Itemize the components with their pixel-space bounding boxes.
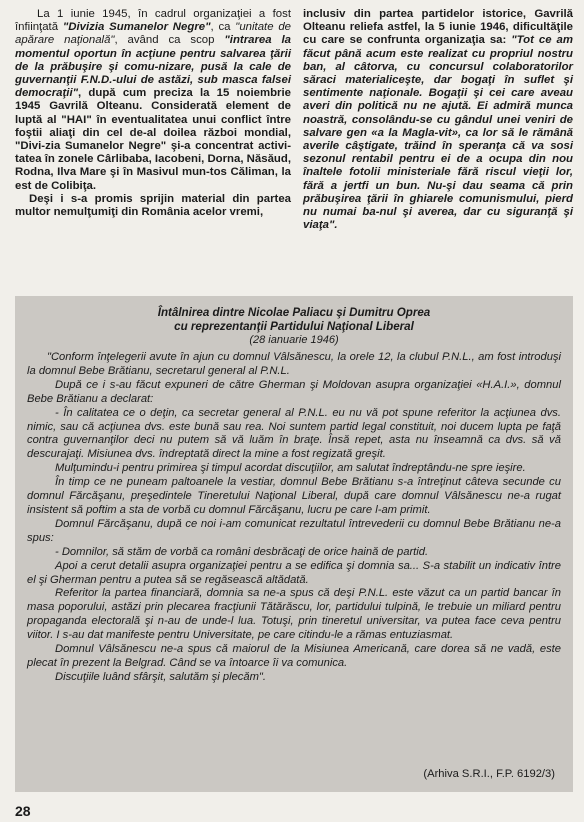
box-title-line-2: cu reprezentanţii Partidului Naţional Liberal	[174, 320, 414, 333]
box-paragraph-7: - Domnilor, să stăm de vorbă ca români desbrăcaţi de orice haină de partid.	[55, 545, 429, 558]
box-title-line-1: Întâlnirea dintre Nicolae Paliacu şi Dumitru Oprea	[157, 306, 431, 319]
box-paragraph-11: Discuţiile luând sfârşit, salutăm şi plecăm".	[55, 670, 267, 683]
archive-document-box	[15, 296, 573, 792]
quote-national-defense: "unitate de apărare naţională"	[15, 21, 292, 47]
page-number: 28	[15, 803, 31, 819]
text-run: inclusiv din partea partidelor istorice, Gavrilă Olteanu reliefa astfel, la 5 iunie 1946, dificultăţile cu care se confrunta organizaţia sa:	[303, 8, 573, 47]
left-column	[15, 8, 291, 219]
text-run: , având ca scop	[114, 34, 225, 47]
text-run: , ca	[210, 21, 236, 34]
box-paragraph-1: "Conform înţelegerii avute în ajun cu domnul Vâlsănescu, la orele 12, la clubul P.N.L., am fost introduşi la domnul Bebe Brătianu, secretarul general al P.N.L.	[27, 351, 561, 377]
right-paragraph-1	[303, 8, 573, 232]
quote-olteanu: "Tot ce am făcut până acum este realizat cu propriul nostru ban, al câtorva, cu concursul colaboratorilor săraci materialiceşte, dar bogaţi în suflet şi sentimente naţionale. Bogaţii şi cei care aveau averi din politică nu ne ajută. Ei admiră munca noastră, consolându-se cu gândul unei veniri de salvare gen «a la Magla-vit», ca lor să le rămână averile câştigate, trăind în speranţa că va sosi sezonul rentabil pentru ei de a ocupa din nou înaltele fotolii ministeriale fără riscul vieţii lor, fără a jertfi un bun. Nu-şi dau seama că prin prăbuşirea ţării în ghiarele comunismului, pierd nu numai ba-nul şi averea, dar cu siguranţă şi viaţa".	[303, 34, 573, 232]
division-name: "Divizia Sumanelor Negre"	[62, 21, 211, 34]
quote-purpose: "intrarea la momentul oportun în acţiune pentru salvarea ţării de la prăbuşire şi comu-nizare, pusă la cale de guvernanţii F.N.D.-ului de astăzi, sub masca falsei democraţii"	[15, 34, 291, 100]
box-paragraph-9: Referitor la partea financiară, domnia sa ne-a spus că deşi P.N.L. este văzut ca un partid bancar în masa poporului, astăzi prin plecarea fracţiunii Tătărăscu, lor, partidului tulpină, le trebuie un miliard pentru propaganda electorală şi n-au de unde-l lua. Totuşi, prin tineretul universitar, va putea face ceva pentru viitor. I s-au dat manifeste pentru Universitate, pe care citindu-le a rămas entuziasmat.	[27, 587, 561, 642]
box-paragraph-5: În timp ce ne puneam paltoanele la vestiar, domnul Bebe Brătianu s-a întreţinut câteva secunde cu domnul Fărcăşanu, preşedintele Tineretului Naţional Liberal, după care domnul Vâlsănescu ne-a rugat insistent să poftim a sta de vorbă cu domnul Fărcăşanu, lucru pe care l-am primit.	[27, 476, 561, 516]
box-paragraph-3: - În calitatea ce o deţin, ca secretar general al P.N.L. eu nu vă pot spune referitor la acţiunea dvs. nimic, sau că acţiunea dvs. este bună sau rea. Noi suntem partid legal constituit, noi ducem lupta pe faţă contra guvernanţilor deci nu putem să vă luăm în braţe. Însă repet, asta nu înseamnă ca dvs. să vă descurajaţi. Misiunea dvs. îndreptată direct la mine a fost regizată greşit.	[27, 406, 561, 461]
archive-source: (Arhiva S.R.I., F.P. 6192/3)	[423, 768, 555, 781]
text-run: , după cum preciza la 15 noiembrie 1945 Gavrilă Olteanu. Considerată element de luptă al "HAI" în eventualitatea unui conflict între foştii aliaţi din cel de-al doilea război mondial, "Divi-zia Sumanelor Negre" şi-a concentrat activi-tatea în zonele Cârlibaba, Iacobeni, Dorna, Năsăud, Rodna, Ilva Mare şi în Masivul mun-tos Căliman, la est de Colibiţa.	[15, 87, 291, 192]
box-paragraph-2: După ce i s-au făcut expuneri de către Gherman şi Moldovan asupra organizaţiei «H.A.I.», domnul Bebe Brătianu a declarat:	[27, 378, 561, 405]
box-paragraph-8: Apoi a cerut detalii asupra organizaţiei pentru a se edifica şi domnia sa... S-a stabilit un indicativ între el şi Gherman pentru a putea să se regăsească altădată.	[27, 559, 561, 586]
box-date: (28 ianuarie 1946)	[249, 334, 339, 346]
left-paragraph-2: Deşi i s-a promis sprijin material din partea multor nemulţumiţi din România acelor vremi,	[15, 192, 291, 219]
left-paragraph-1	[15, 8, 291, 193]
right-column	[303, 8, 573, 232]
box-paragraph-4: Mulţumindu-i pentru primirea şi timpul acordat discuţiilor, am salutat îndreptându-ne spre ieşire.	[55, 462, 526, 475]
box-paragraph-10: Domnul Vâlsănescu ne-a spus că maiorul de la Misiunea Americană, care dorea să ne vadă, este plecat în prezent la Belgrad. Când se va întoarce îi va comunica.	[27, 643, 561, 669]
box-header	[27, 306, 561, 347]
text-run: La 1 iunie 1945, în cadrul organizaţiei a fost înfiinţată	[15, 8, 291, 34]
box-paragraph-6: Domnul Fărcăşanu, după ce noi i-am comunicat rezultatul întrevederii cu domnul Bebe Brătianu ne-a spus:	[27, 517, 561, 544]
